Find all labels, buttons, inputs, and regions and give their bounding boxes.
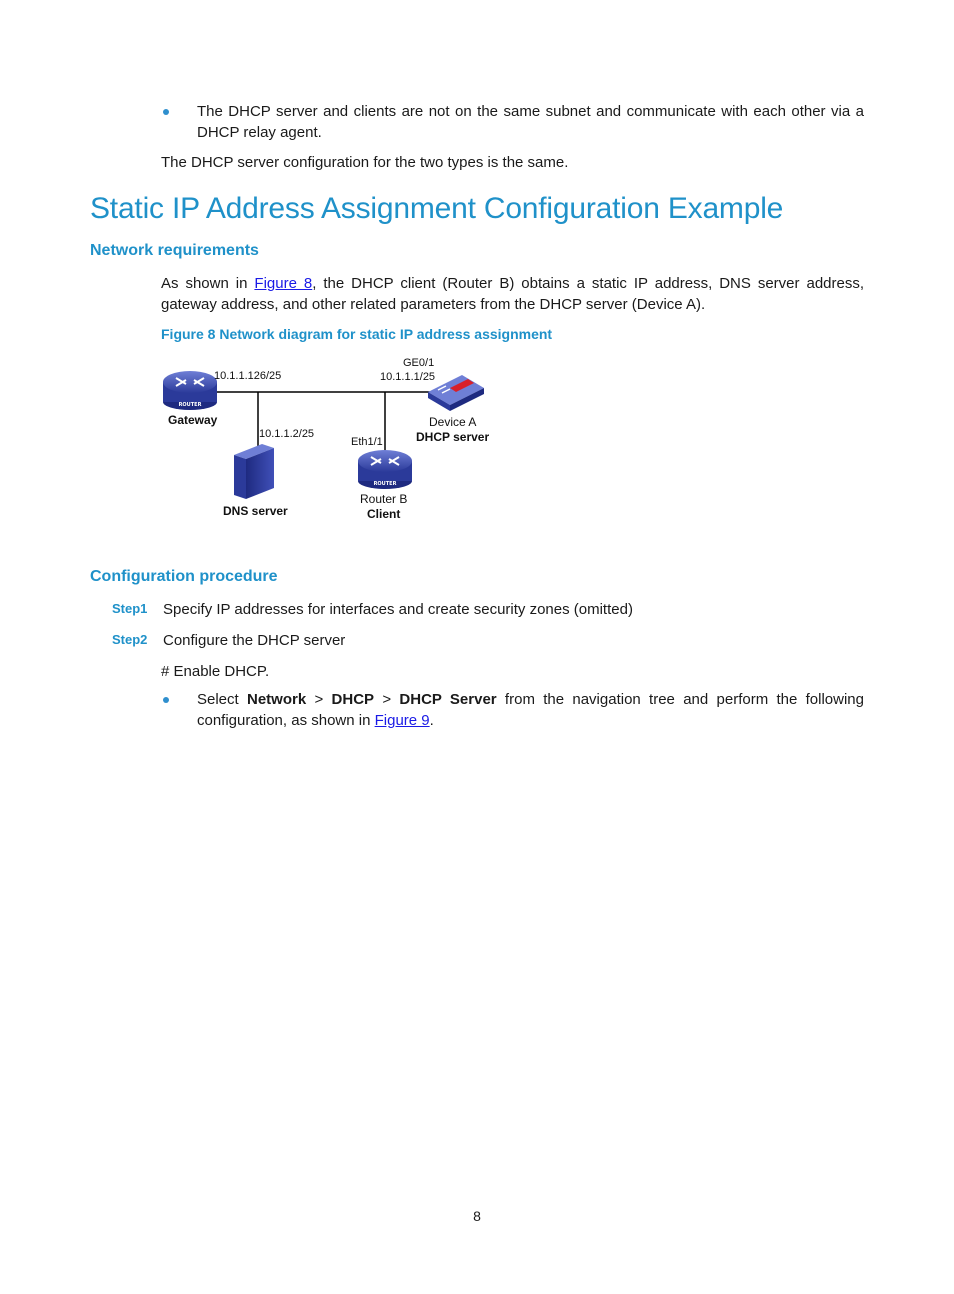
paragraph-text: , the DHCP client (Router B) obtains a static IP address, DNS server address, gateway address, and other related parameters from the DHCP server (Device A). bbox=[161, 275, 865, 313]
network-requirements-title: Network requirements bbox=[90, 242, 259, 259]
step-text: Specify IP addresses for interfaces and create security zones (omitted) bbox=[163, 601, 633, 618]
figure-9-link[interactable]: Figure 9 bbox=[374, 712, 430, 729]
figure-caption: Figure 8 Network diagram for static IP address assignment bbox=[161, 326, 553, 342]
bullet-dot bbox=[163, 697, 169, 703]
ge-port-label: GE0/1 bbox=[403, 357, 435, 369]
configuration-procedure-title: Configuration procedure bbox=[90, 568, 278, 585]
paragraph-text: As shown in bbox=[161, 275, 255, 292]
enable-dhcp-comment: # Enable DHCP. bbox=[161, 663, 270, 680]
intro-note: The DHCP server configuration for the two types is the same. bbox=[161, 154, 569, 171]
menu-separator: > bbox=[306, 691, 332, 708]
menu-separator: > bbox=[374, 691, 400, 708]
dhcp-server-label: DHCP server bbox=[416, 430, 490, 444]
router-icon bbox=[163, 371, 217, 410]
router-b-label: Router B bbox=[360, 492, 408, 506]
figure-8-link[interactable]: Figure 8 bbox=[254, 275, 313, 292]
step-label: Step1 bbox=[112, 601, 148, 616]
firewall-icon bbox=[428, 375, 484, 411]
network-requirements-paragraph bbox=[161, 273, 864, 315]
config-bullet-text bbox=[197, 689, 864, 731]
bullet-dot bbox=[163, 109, 169, 115]
device-a-label: Device A bbox=[429, 415, 477, 429]
gateway-label: Gateway bbox=[168, 413, 218, 427]
menu-path-dhcp-server: DHCP Server bbox=[399, 691, 497, 708]
dns-ip-label: 10.1.1.2/25 bbox=[259, 428, 315, 440]
eth-port-label: Eth1/1 bbox=[351, 436, 383, 448]
intro-bullet-text: The DHCP server and clients are not on the same subnet and communicate with each other via a DHCP relay agent. bbox=[197, 103, 864, 141]
client-label: Client bbox=[367, 507, 401, 521]
network-diagram bbox=[150, 352, 510, 532]
server-icon bbox=[234, 444, 274, 499]
page-number: 8 bbox=[473, 1208, 481, 1224]
bullet-text: . bbox=[429, 712, 434, 729]
router-tag: ROUTER bbox=[178, 402, 202, 408]
bullet-text: from the navigation tree and perform the following configuration, as shown in bbox=[197, 691, 864, 729]
gateway-ip-label: 10.1.1.126/25 bbox=[214, 370, 282, 382]
dns-label: DNS server bbox=[223, 504, 288, 518]
router-icon bbox=[358, 450, 412, 489]
section-heading: Static IP Address Assignment Configuration Example bbox=[90, 192, 784, 225]
ge-ip-label: 10.1.1.1/25 bbox=[380, 371, 436, 383]
step-text: Configure the DHCP server bbox=[163, 632, 346, 649]
bullet-text: Select bbox=[197, 691, 247, 708]
menu-path-network: Network bbox=[246, 691, 307, 708]
router-tag: ROUTER bbox=[373, 481, 397, 487]
step-label: Step2 bbox=[112, 632, 148, 647]
menu-path-dhcp: DHCP bbox=[331, 691, 375, 708]
